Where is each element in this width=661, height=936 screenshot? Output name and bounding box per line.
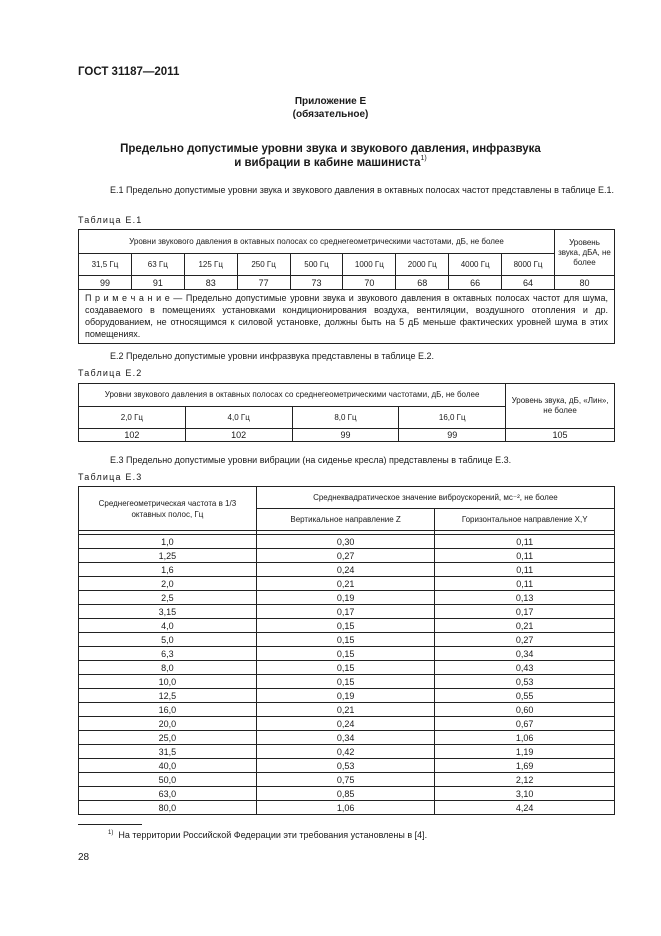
table1-freq: 8000 Гц [502, 254, 555, 276]
table3-cell: 0,85 [256, 787, 435, 801]
table3-cell: 0,11 [435, 577, 615, 591]
table3-cell: 50,0 [79, 773, 257, 787]
table-row [79, 591, 615, 605]
table3-cell: 0,30 [256, 535, 435, 549]
table2-group-header: Уровни звукового давления в октавных полосах со среднегеометрическими частотами, дБ, не более [79, 384, 506, 407]
table2-value: 102 [79, 429, 186, 442]
table1-freq: 1000 Гц [343, 254, 396, 276]
table2-value-row [79, 429, 615, 442]
table1-value: 91 [131, 276, 184, 290]
table1-last-header: Уровень звука, дБА, не более [555, 230, 615, 276]
table-row [79, 619, 615, 633]
table3-cell: 80,0 [79, 801, 257, 815]
table-row [79, 647, 615, 661]
table3-cell: 0,21 [435, 619, 615, 633]
table2-value: 102 [185, 429, 292, 442]
table3-cell: 3,10 [435, 787, 615, 801]
table3-cell: 0,15 [256, 675, 435, 689]
appendix-title: Приложение Е [294, 96, 367, 107]
table3-cell: 1,06 [256, 801, 435, 815]
table3-col1-header: Среднегеометрическая частота в 1/3 октавных полос, Гц [79, 487, 257, 531]
table3-cell: 0,60 [435, 703, 615, 717]
table1-group-header: Уровни звукового давления в октавных полосах со среднегеометрическими частотами, дБ, не более [79, 230, 555, 254]
table3-cell: 0,15 [256, 647, 435, 661]
table2-value: 99 [399, 429, 506, 442]
table2-freq: 2,0 Гц [79, 407, 186, 429]
table3-cell: 0,19 [256, 689, 435, 703]
table3-cell: 2,5 [79, 591, 257, 605]
table3-cell: 0,55 [435, 689, 615, 703]
table3-cell: 1,6 [79, 563, 257, 577]
table3-cell: 0,15 [256, 661, 435, 675]
section-title-line2: и вибрации в кабине машиниста$^{1)}$ [234, 155, 427, 169]
table1-freq-row [79, 254, 615, 276]
table-row [79, 605, 615, 619]
table3-cell: 16,0 [79, 703, 257, 717]
table-row [79, 549, 615, 563]
table-row [79, 773, 615, 787]
table3-cell: 0,21 [256, 577, 435, 591]
table-row [79, 801, 615, 815]
table-row [79, 717, 615, 731]
table3-cell: 0,27 [256, 549, 435, 563]
table3-cell: 0,19 [256, 591, 435, 605]
section-title-line1: Предельно допустимые уровни звука и звукового давления, инфразвука [120, 143, 541, 155]
table3-cell: 0,17 [256, 605, 435, 619]
table3-cell: 31,5 [79, 745, 257, 759]
table1-freq: 125 Гц [184, 254, 237, 276]
table3-cell: 3,15 [79, 605, 257, 619]
table1-value: 99 [79, 276, 132, 290]
appendix-status: (обязательное) [292, 109, 369, 120]
table3-label: Таблица Е.3 [78, 472, 143, 482]
table3-cell: 0,21 [256, 703, 435, 717]
table-row [79, 703, 615, 717]
table1-freq: 4000 Гц [449, 254, 502, 276]
footnote-mark: 1) [420, 155, 427, 162]
table3-cell: 0,43 [435, 661, 615, 675]
table3-cell: 0,17 [435, 605, 615, 619]
table3-cell: 0,11 [435, 535, 615, 549]
table2-freq: 16,0 Гц [399, 407, 506, 429]
table3-cell: 4,0 [79, 619, 257, 633]
table1-freq: 31,5 Гц [79, 254, 132, 276]
table3-cell: 0,15 [256, 619, 435, 633]
table2-freq: 4,0 Гц [185, 407, 292, 429]
table3-cell: 0,15 [256, 633, 435, 647]
table-row [79, 675, 615, 689]
table3-cell: 5,0 [79, 633, 257, 647]
table1-freq: 250 Гц [237, 254, 290, 276]
table1-value: 83 [184, 276, 237, 290]
table2-freq: 8,0 Гц [292, 407, 399, 429]
table1-label: Таблица Е.1 [78, 215, 143, 225]
table3-cell: 0,24 [256, 563, 435, 577]
table3-cell: 0,53 [256, 759, 435, 773]
table3-cell: 25,0 [79, 731, 257, 745]
footnote-text: На территории Российской Федерации эти требования установлены в [4]. [118, 830, 428, 840]
table2-value: 105 [506, 429, 615, 442]
table-row [79, 563, 615, 577]
table3-cell: 0,67 [435, 717, 615, 731]
table3-cell: 0,53 [435, 675, 615, 689]
table3-cell: 12,5 [79, 689, 257, 703]
table3-cell: 6,3 [79, 647, 257, 661]
table3-cell: 63,0 [79, 787, 257, 801]
table3-cell: 0,11 [435, 563, 615, 577]
table1-value: 68 [396, 276, 449, 290]
paragraph-e1: Е.1 Предельно допустимые уровни звука и звукового давления в октавных полосах частот представлены в таблице Е.1. [110, 185, 614, 195]
table3-col3-header: Горизонтальное направление X,Y [435, 509, 615, 531]
page-number: 28 [78, 852, 90, 863]
footnote-separator [78, 824, 142, 825]
table-e2 [78, 383, 615, 442]
table3-cell: 10,0 [79, 675, 257, 689]
table3-cell: 0,11 [435, 549, 615, 563]
table3-body [79, 535, 615, 815]
table-row [79, 787, 615, 801]
table1-value: 64 [502, 276, 555, 290]
table3-cell: 1,69 [435, 759, 615, 773]
footnote-mark: 1) [108, 830, 114, 836]
table1-value: 70 [343, 276, 396, 290]
table3-cell: 2,0 [79, 577, 257, 591]
table-row [79, 577, 615, 591]
table3-cell: 0,27 [435, 633, 615, 647]
table-row [79, 633, 615, 647]
table3-cell: 1,06 [435, 731, 615, 745]
table-e3 [78, 486, 615, 815]
table2-value: 99 [292, 429, 399, 442]
table3-cell: 0,24 [256, 717, 435, 731]
document-header: ГОСТ 31187—2011 [78, 66, 180, 78]
table-row [79, 661, 615, 675]
table3-cell: 20,0 [79, 717, 257, 731]
table2-last-header: Уровень звука, дБ, «Лин», не более [506, 384, 615, 429]
table3-group-header: Среднеквадратическое значение виброускорений, мс⁻², не более [256, 487, 614, 509]
table1-note: П р и м е ч а н и е — Предельно допустимые уровни звука и звукового давления в октавных полосах частот для шума, создаваемого в помещениях установками кондиционирования воздуха, вентиляции, воздушного отопления и др. оборудованием, не относящимся к силовой установке, должны быть на 5 дБ меньше фактических уровней шума в этих помещениях. [79, 290, 615, 344]
table-row [79, 731, 615, 745]
paragraph-e3: Е.3 Предельно допустимые уровни вибрации (на сиденье кресла) представлены в таблице Е.3. [110, 455, 512, 465]
table3-cell: 0,34 [435, 647, 615, 661]
table3-cell: 4,24 [435, 801, 615, 815]
table3-cell: 0,13 [435, 591, 615, 605]
table-row [79, 759, 615, 773]
table1-value: 80 [555, 276, 615, 290]
table3-cell: 0,34 [256, 731, 435, 745]
table3-cell: 8,0 [79, 661, 257, 675]
table3-cell: 0,42 [256, 745, 435, 759]
table3-col2-header: Вертикальное направление Z [256, 509, 435, 531]
table1-value: 66 [449, 276, 502, 290]
table1-freq: 2000 Гц [396, 254, 449, 276]
table1-value: 73 [290, 276, 343, 290]
table1-freq: 63 Гц [131, 254, 184, 276]
table3-cell: 2,12 [435, 773, 615, 787]
table1-value-row [79, 276, 615, 290]
table1-freq: 500 Гц [290, 254, 343, 276]
footnote [108, 830, 427, 840]
table3-cell: 0,75 [256, 773, 435, 787]
table3-cell: 1,25 [79, 549, 257, 563]
table3-cell: 1,19 [435, 745, 615, 759]
table1-value: 77 [237, 276, 290, 290]
table-row [79, 745, 615, 759]
paragraph-e2: Е.2 Предельно допустимые уровни инфразвука представлены в таблице Е.2. [110, 351, 434, 361]
table-row [79, 689, 615, 703]
table2-label: Таблица Е.2 [78, 368, 143, 378]
table3-cell: 1,0 [79, 535, 257, 549]
table-e1 [78, 229, 615, 344]
table3-cell: 40,0 [79, 759, 257, 773]
table-row [79, 535, 615, 549]
